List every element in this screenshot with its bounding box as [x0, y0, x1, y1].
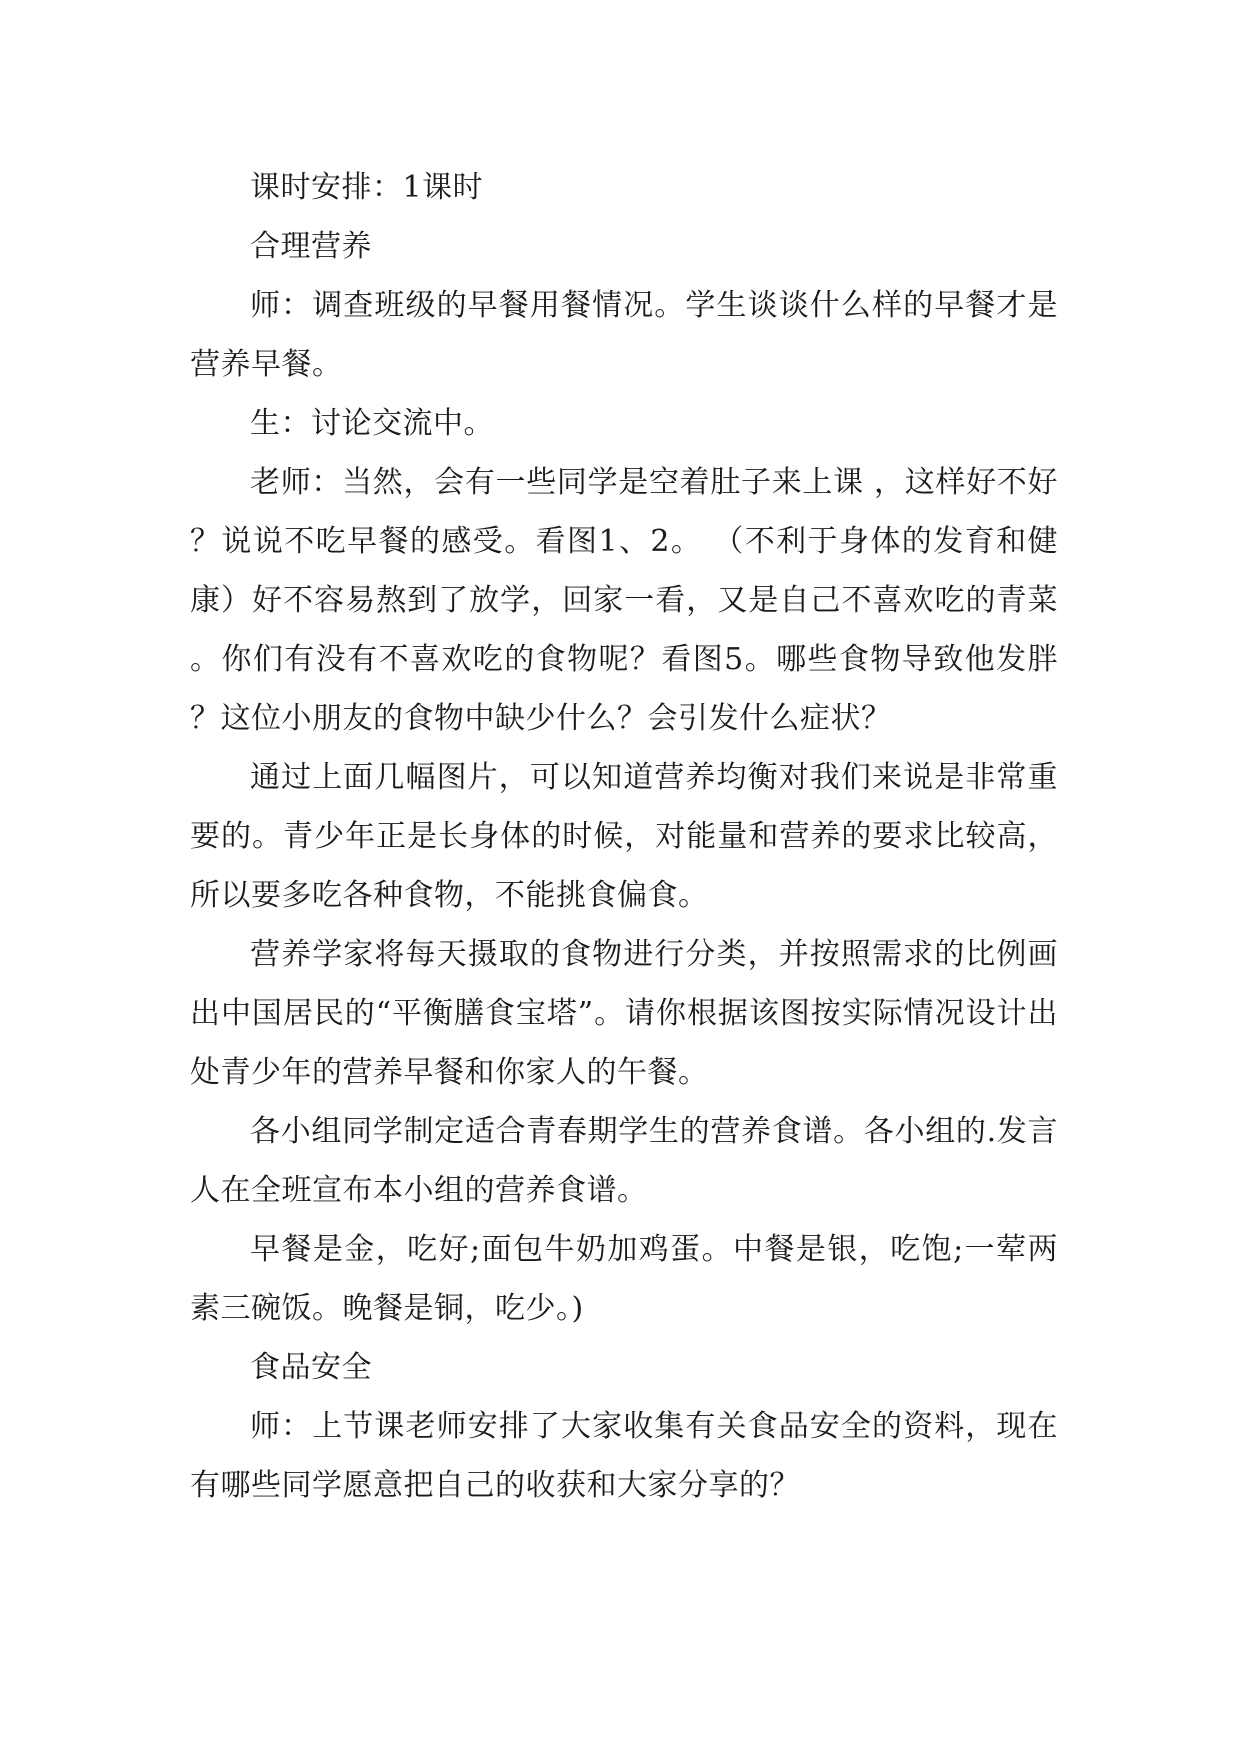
paragraph-teacher-survey: 师：调查班级的早餐用餐情况。学生谈谈什么样的早餐才是营养早餐。: [190, 288, 1058, 382]
paragraph-food-pagoda: 营养学家将每天摄取的食物进行分类，并按照需求的比例画出中国居民的“平衡膳食宝塔”。请你根据该图按实际情况设计出处青少年的营养早餐和你家人的午餐。: [190, 937, 1058, 1090]
heading-reasonable-nutrition: 合理营养: [250, 229, 372, 264]
paragraph-balanced-nutrition: 通过上面几幅图片，可以知道营养均衡对我们来说是非常重要的。青少年正是长身体的时候，对能量和营养的要求比较高，所以要多吃各种食物，不能挑食偏食。: [190, 760, 1058, 913]
paragraph-student-discussion: 生：讨论交流中。: [250, 406, 494, 441]
paragraph-lesson-time: 课时安排：1课时: [250, 170, 484, 205]
paragraph-teacher-food-safety: 师：上节课老师安排了大家收集有关食品安全的资料，现在有哪些同学愿意把自己的收获和大家分享的？: [190, 1409, 1058, 1503]
paragraph-teacher-breakfast: 老师：当然，会有一些同学是空着肚子来上课 ，这样好不好？说说不吃早餐的感受。看图1、2。 （不利于身体的发育和健康）好不容易熬到了放学，回家一看，又是自己不喜欢吃的青菜。你们有没有不喜欢吃的食物呢？看图5。哪些食物导致他发胖？这位小朋友的食物中缺少什么？会引发什么症状？: [190, 465, 1058, 736]
paragraph-meal-rhyme: 早餐是金，吃好;面包牛奶加鸡蛋。中餐是银，吃饱;一荤两素三碗饭。晚餐是铜，吃少。): [190, 1232, 1058, 1326]
heading-food-safety: 食品安全: [250, 1350, 372, 1385]
paragraph-group-recipes: 各小组同学制定适合青春期学生的营养食谱。各小组的.发言人在全班宣布本小组的营养食谱。: [190, 1114, 1058, 1208]
document-body: [190, 158, 1058, 1515]
